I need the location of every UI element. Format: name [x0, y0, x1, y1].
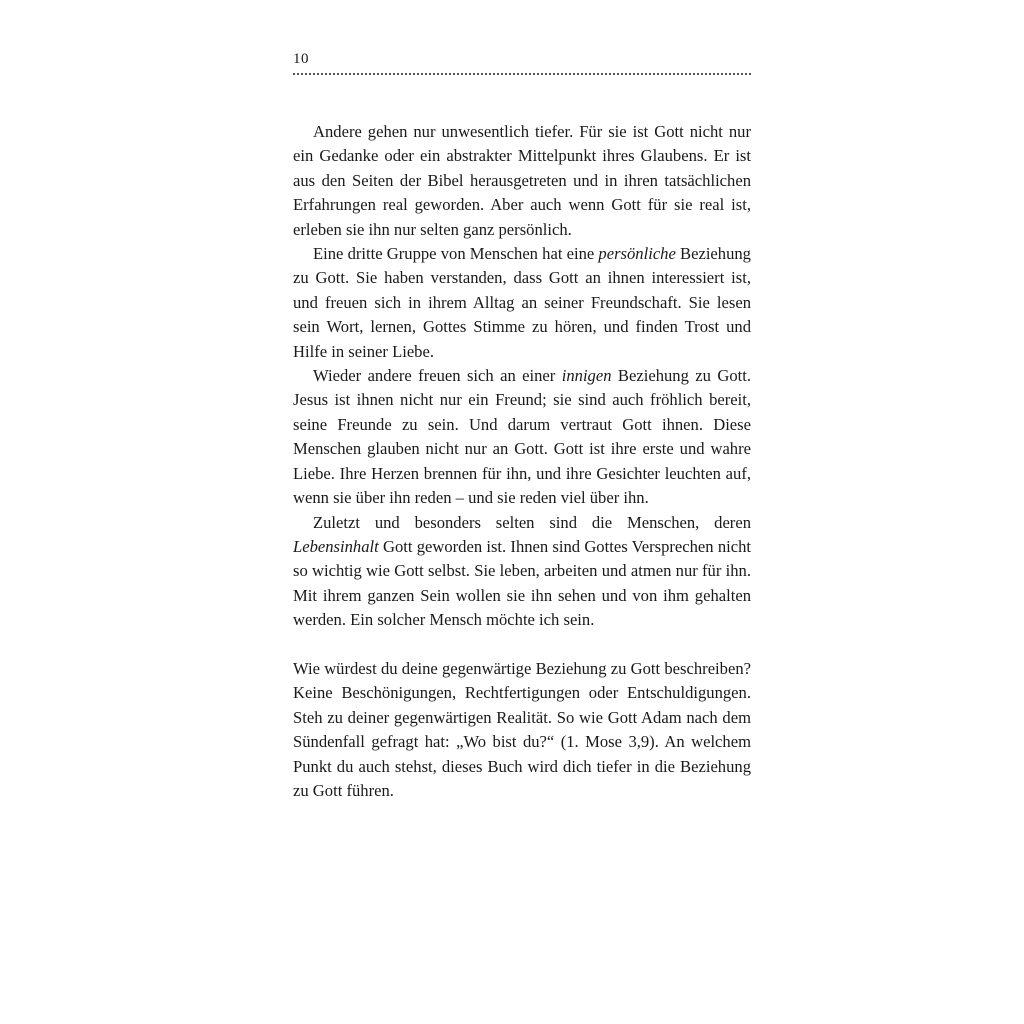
paragraph-zuletzt — [293, 511, 751, 633]
paragraph-text: Beziehung zu Gott. Sie haben verstanden, dass Gott an ihnen interessiert ist, und freuen sich in ihrem Alltag an seiner Freundschaft. Sie lesen sein Wort, lernen, Gottes Stimme zu hören, und finden Trost und Hilfe in seiner Liebe. — [293, 244, 751, 361]
emphasis-innigen: innigen — [561, 366, 612, 386]
emphasis-lebensinhalt: Lebensinhalt — [293, 536, 379, 556]
body-text — [293, 120, 751, 803]
paragraph-andere-gehen: Andere gehen nur unwesentlich tiefer. Für sie ist Gott nicht nur ein Gedanke oder ein abstrakter Mittelpunkt ihres Glaubens. Er ist aus den Seiten der Bibel herausgetreten und in ihren tatsächlichen Erfahrungen real geworden. Aber auch wenn Gott für sie real ist, erleben sie ihn nur selten ganz persönlich. — [293, 122, 751, 239]
paragraph-text: Zuletzt und besonders selten sind die Menschen, deren — [313, 512, 751, 532]
paragraph-text: Gott geworden ist. Ihnen sind Gottes Versprechen nicht so wichtig wie Gott selbst. Sie leben, arbeiten und atmen nur für ihn. Mit ihrem ganzen Sein wollen sie ihn sehen und von ihm gehalten werden. Ein solcher Mensch möchte ich sein. — [293, 536, 751, 630]
header-dotted-rule — [293, 73, 751, 75]
paragraph-text: Beziehung zu Gott. Jesus ist ihnen nicht nur ein Freund; sie sind auch fröhlich bereit, seine Freunde zu sein. Und darum vertraut Gott ihnen. Diese Menschen glauben nicht nur an Gott. Gott ist ihre erste und wahre Liebe. Ihre Herzen brennen für ihn, und ihre Gesichter leuchten auf, wenn sie über ihn reden – und sie reden viel über ihn. — [293, 366, 751, 508]
paragraph-frage: Wie würdest du deine gegenwärtige Beziehung zu Gott beschreiben? Keine Beschönigungen, Rechtfertigungen oder Entschuldigungen. Steh zu deiner gegenwärtigen Realität. So wie Gott Adam nach dem Sündenfall gefragt hat: „Wo bist du?“ (1. Mose 3,9). An welchem Punkt du auch stehst, dieses Buch wird dich tiefer in die Beziehung zu Gott führen. — [293, 658, 751, 800]
page-number: 10 — [293, 51, 309, 67]
emphasis-persoenliche: persönliche — [598, 244, 676, 264]
paragraph-wieder-andere — [293, 364, 751, 510]
paragraph-text: Wieder andere freuen sich an einer — [313, 366, 562, 386]
paragraph-dritte-gruppe — [293, 242, 751, 364]
paragraph-text: Eine dritte Gruppe von Menschen hat eine — [313, 244, 599, 264]
book-page — [293, 0, 751, 1024]
